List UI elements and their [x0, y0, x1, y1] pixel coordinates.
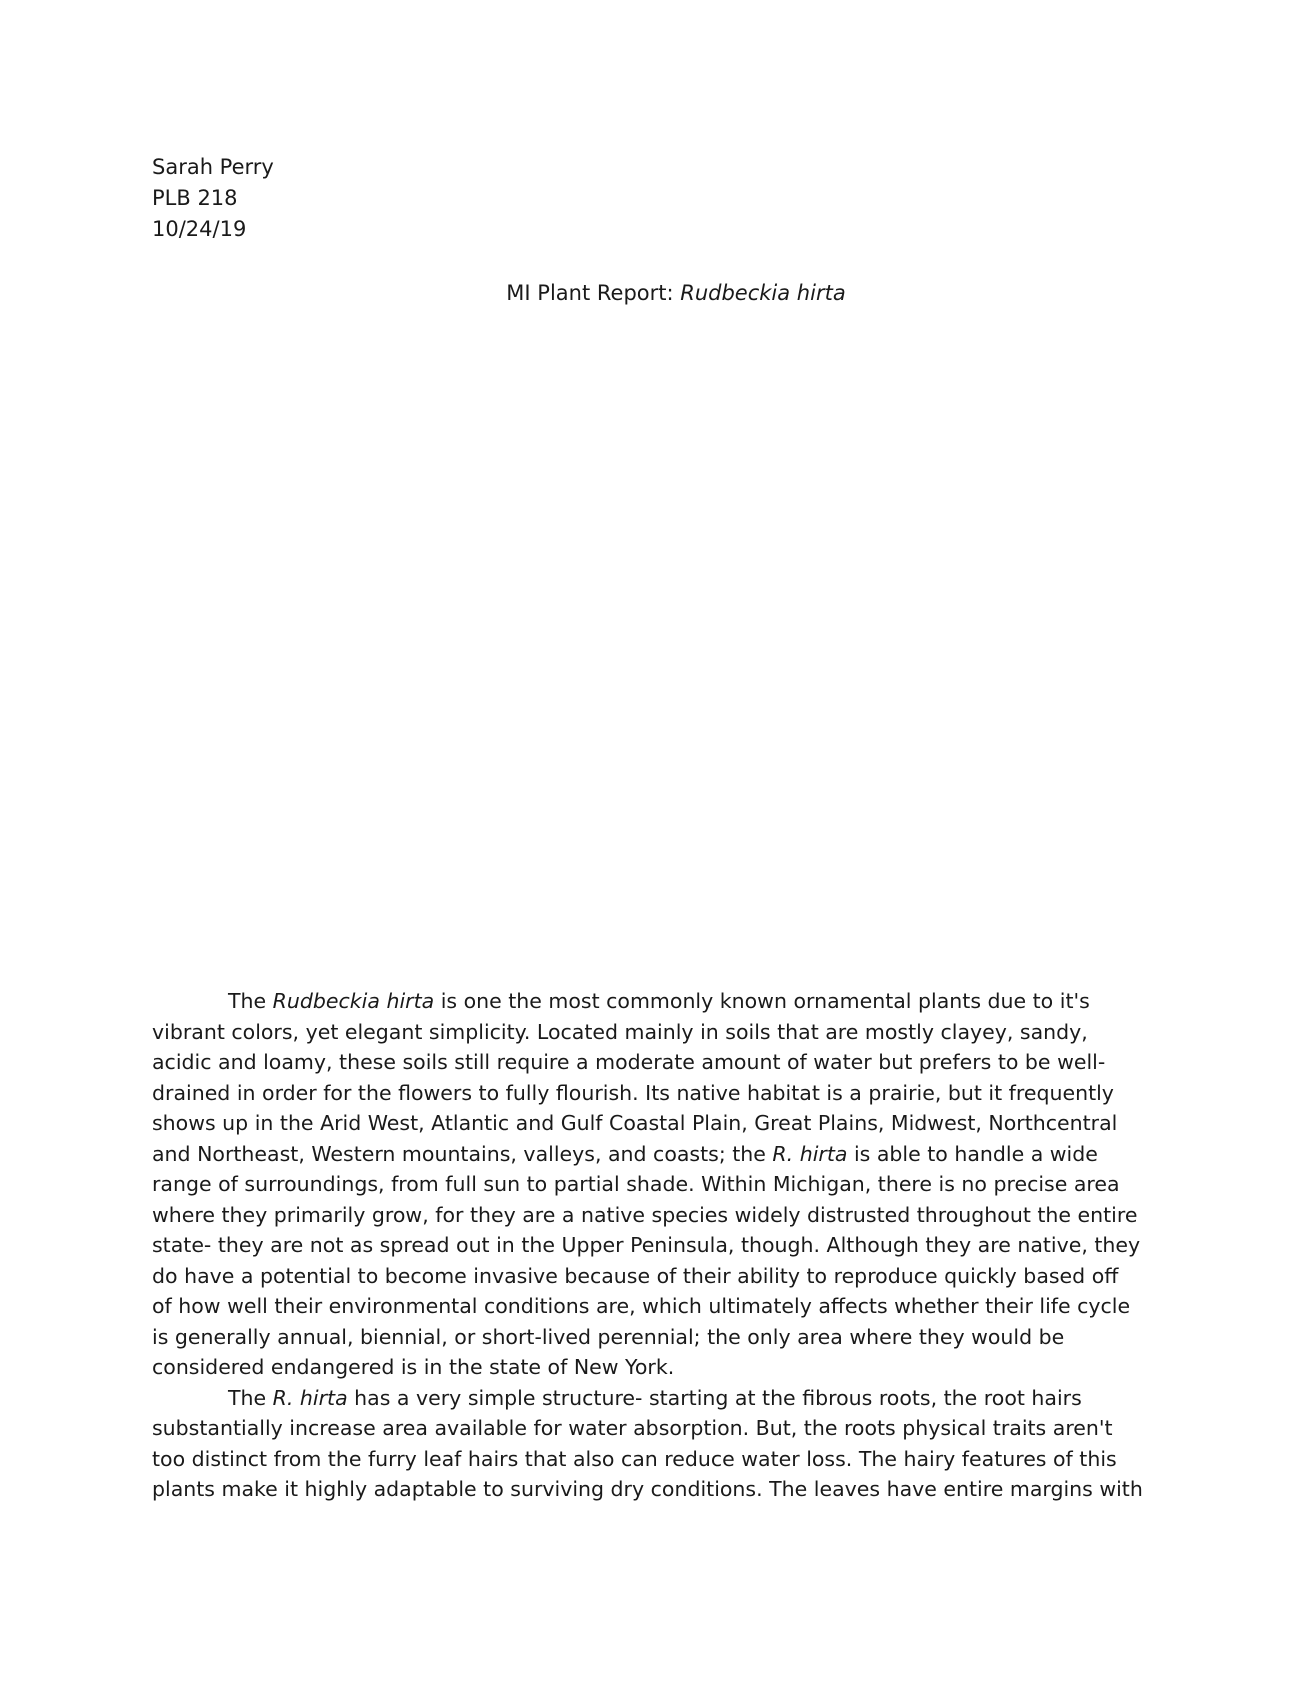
- course-code: PLB 218: [152, 186, 238, 210]
- body-text-run: and Northeast, Western mountains, valleys, and coasts; the: [152, 1141, 773, 1166]
- body-line: [152, 1139, 1152, 1170]
- body-line: [152, 1078, 1152, 1109]
- body-line: [152, 1383, 1152, 1414]
- body-line: [152, 1322, 1152, 1353]
- title-prefix: MI Plant Report:: [506, 281, 681, 305]
- body-line: [152, 1017, 1152, 1048]
- body-line: [152, 1291, 1152, 1322]
- author-name: Sarah Perry: [152, 155, 274, 179]
- body-line: [152, 1444, 1152, 1475]
- body-text-run: substantially increase area available for water absorption. But, the roots physical traits aren't: [152, 1416, 1113, 1440]
- body-text-run: state- they are not as spread out in the Upper Peninsula, though. Although they are native, they: [152, 1233, 1141, 1257]
- body-line: [152, 1352, 1152, 1383]
- body-text-run: range of surroundings, from full sun to partial shade. Within Michigan, there is no precise area: [152, 1172, 1120, 1196]
- body-line: [152, 1261, 1152, 1292]
- body-text-run: plants make it highly adaptable to surviving dry conditions. The leaves have entire margins with: [152, 1477, 1143, 1501]
- body-text-run: where they primarily grow, for they are a native species widely distrusted throughout the entire: [152, 1202, 1138, 1227]
- body-text-run: The: [228, 1385, 273, 1410]
- body-text-run: vibrant colors, yet elegant simplicity. Located mainly in soils that are mostly clayey, sandy,: [152, 1019, 1088, 1044]
- body-text-run: is generally annual, biennial, or short-lived perennial; the only area where they would be: [152, 1324, 1065, 1349]
- species-name: R. hirta: [272, 1385, 348, 1410]
- title-species: Rudbeckia hirta: [680, 281, 846, 305]
- body-line: [152, 1169, 1152, 1200]
- species-name: R. hirta: [772, 1141, 848, 1166]
- body-text-run: acidic and loamy, these soils still require a moderate amount of water but prefers to be well-: [152, 1050, 1106, 1074]
- body-text-run: of how well their environmental conditions are, which ultimately affects whether their life cycle: [152, 1294, 1131, 1318]
- body-line: [152, 986, 1152, 1017]
- body-text-run: is able to handle a wide: [847, 1141, 1098, 1166]
- body-line: [152, 1200, 1152, 1231]
- body-text-run: too distinct from the furry leaf hairs that also can reduce water loss. The hairy features of this: [152, 1446, 1117, 1471]
- body-line: [152, 1108, 1152, 1139]
- body-text-run: drained in order for the flowers to fully flourish. Its native habitat is a prairie, but it frequently: [152, 1080, 1114, 1105]
- report-date: 10/24/19: [152, 217, 247, 241]
- header-block: [152, 152, 274, 245]
- body-text: [152, 986, 1152, 1505]
- species-name: Rudbeckia hirta: [272, 989, 435, 1013]
- body-text-run: has a very simple structure- starting at the fibrous roots, the root hairs: [347, 1385, 1082, 1410]
- body-line: [152, 1413, 1152, 1444]
- body-text-run: considered endangered is in the state of New York.: [152, 1355, 675, 1379]
- body-text-run: is one the most commonly known ornamental plants due to it's: [434, 989, 1090, 1013]
- body-text-run: shows up in the Arid West, Atlantic and Gulf Coastal Plain, Great Plains, Midwest, Northcentral: [152, 1111, 1118, 1135]
- body-line: [152, 1474, 1152, 1505]
- body-line: [152, 1047, 1152, 1078]
- page-title: [0, 278, 1306, 309]
- body-line: [152, 1230, 1152, 1261]
- body-text-run: do have a potential to become invasive because of their ability to reproduce quickly based off: [152, 1263, 1119, 1288]
- body-text-run: The: [228, 989, 273, 1013]
